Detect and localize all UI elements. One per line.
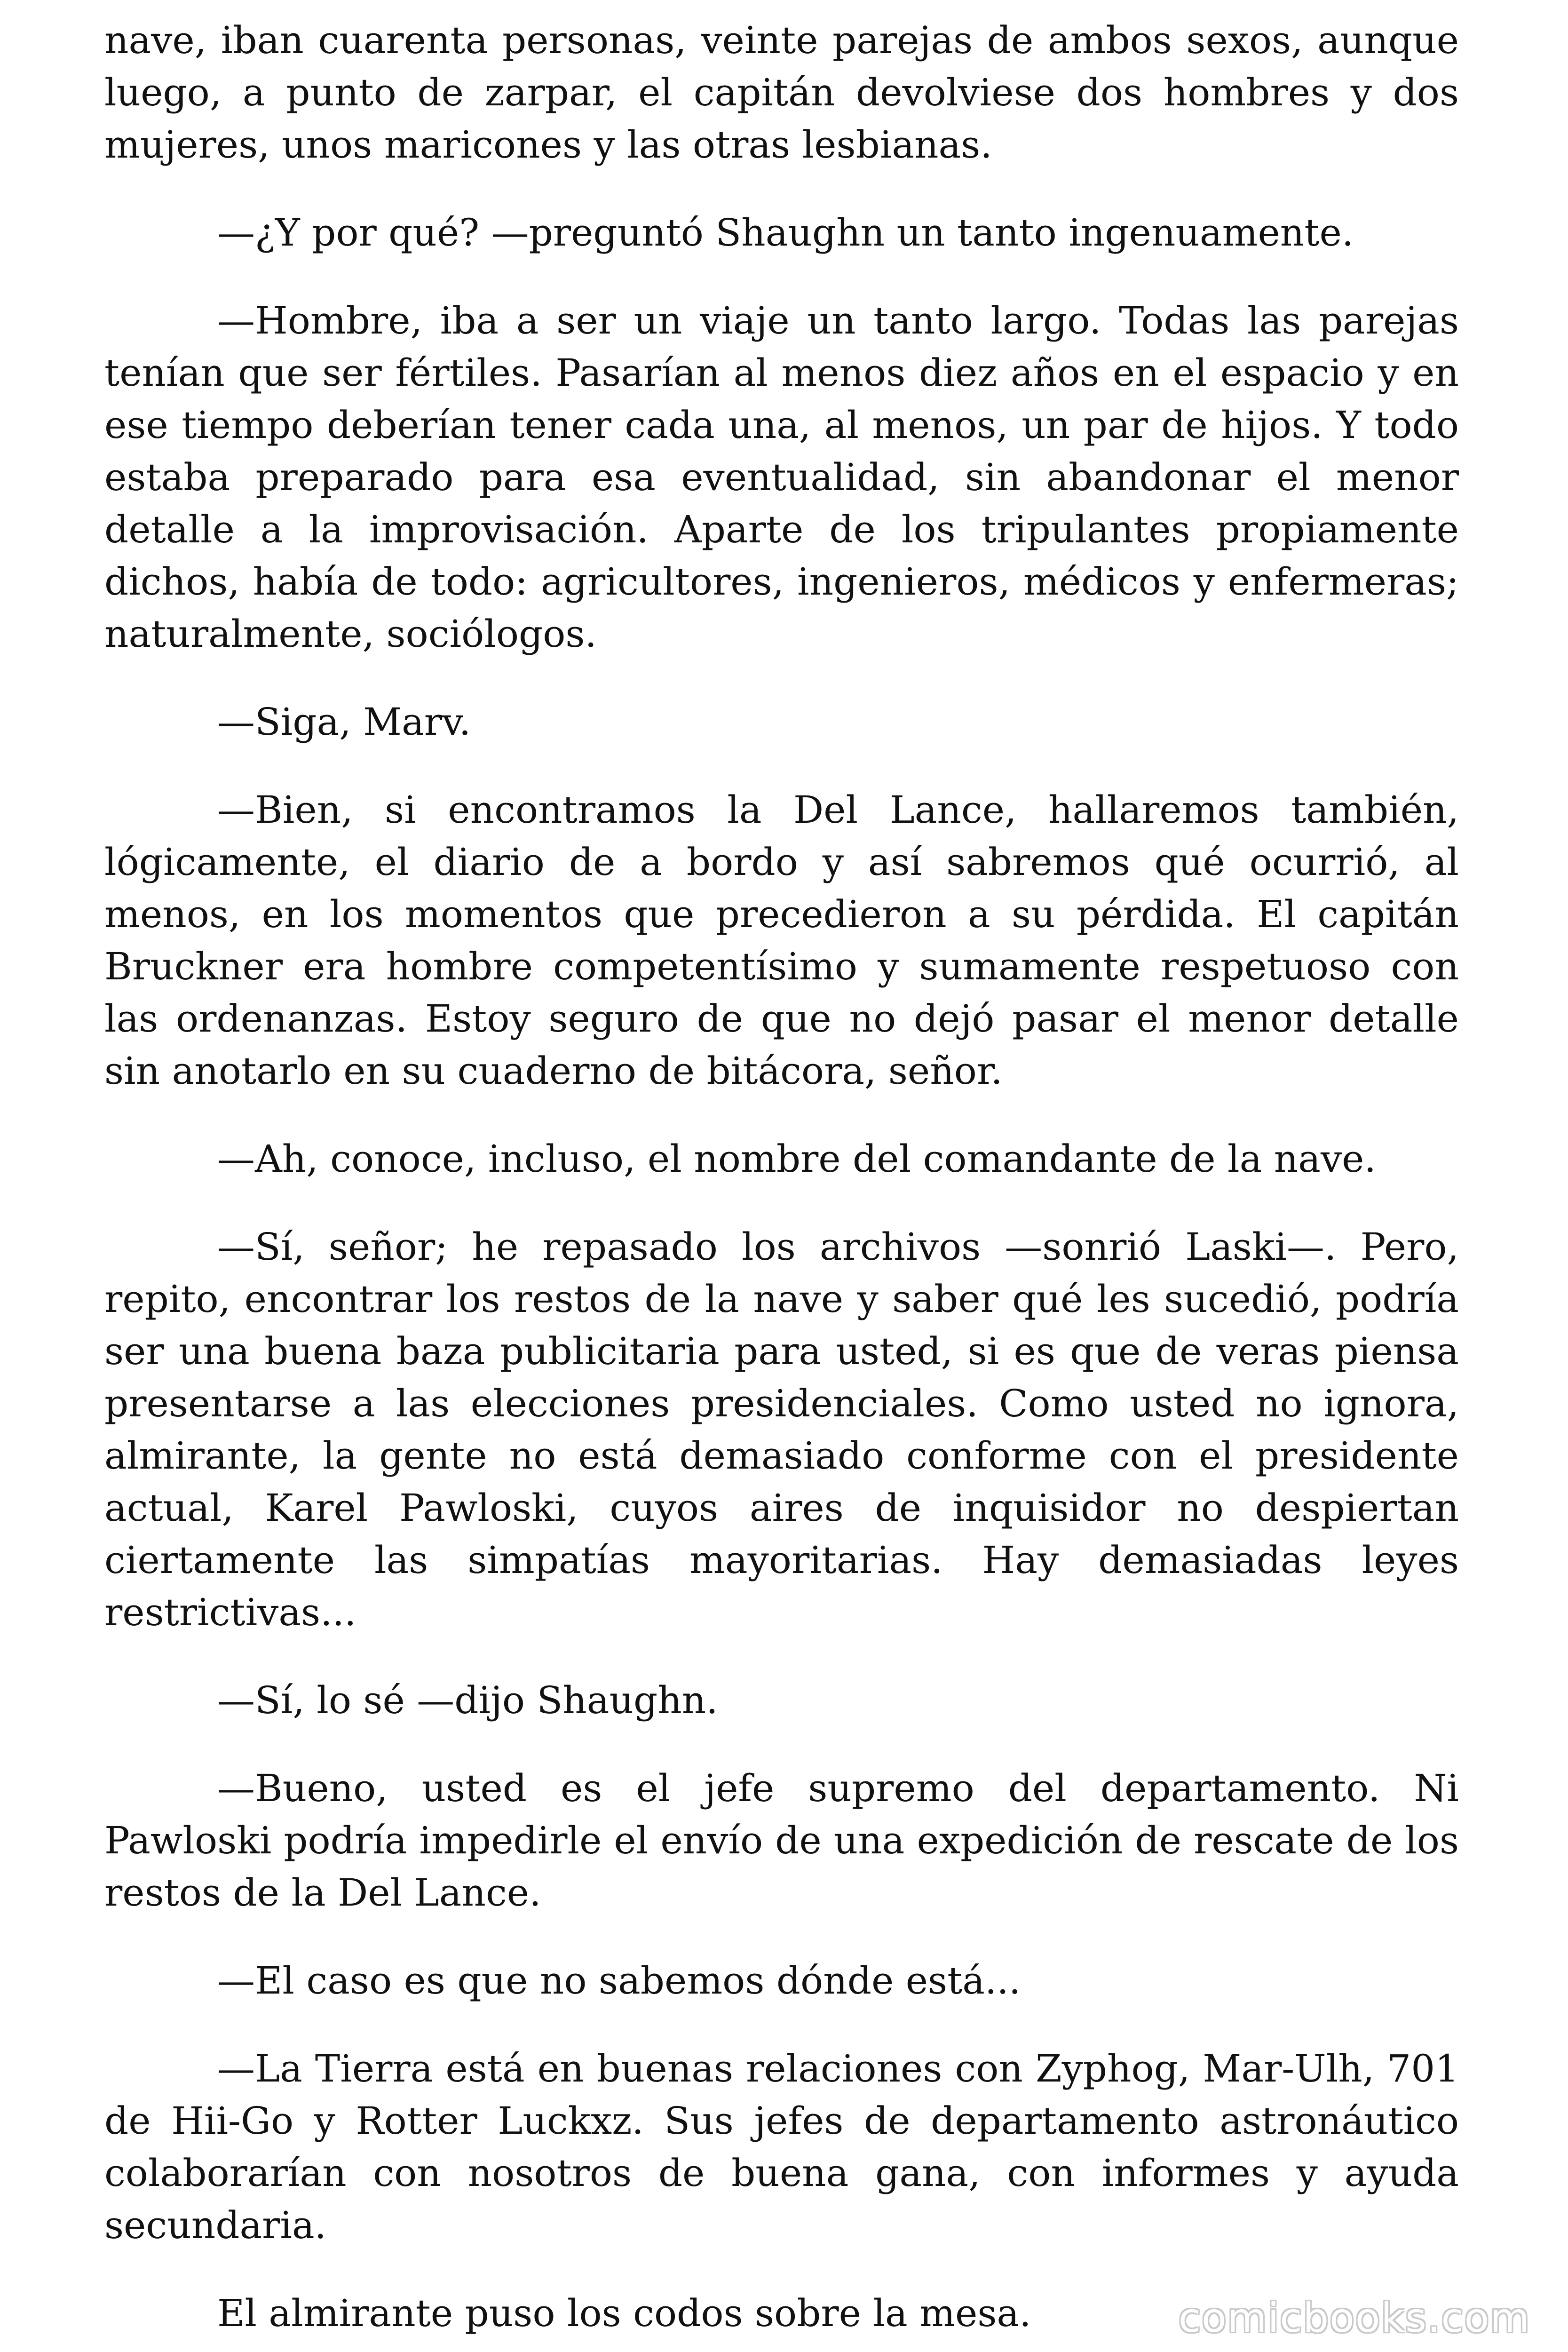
book-page: [104, 14, 1459, 2339]
paragraph: —Siga, Marv.: [217, 700, 471, 744]
paragraph: El almirante puso los codos sobre la mesa.: [217, 2291, 1031, 2335]
paragraph: —El caso es que no sabemos dónde está...: [217, 1959, 1021, 2002]
paragraph: —Bien, si encontramos la Del Lance, hallaremos también, lógicamente, el diario de a bordo y así sabremos qué ocurrió, al menos, en los momentos que precedieron a su pérdida. El capitán Bruckner era hombre competentísimo y sumamente respetuoso con las ordenanzas. Estoy seguro de que no dejó pasar el menor detalle sin anotarlo en su cuaderno de bitácora, señor.: [104, 788, 1459, 1093]
paragraph: —Bueno, usted es el jefe supremo del departamento. Ni Pawloski podría impedirle el envío de una expedición de rescate de los restos de la Del Lance.: [104, 1766, 1459, 1915]
paragraph: —Sí, lo sé —dijo Shaughn.: [217, 1678, 718, 1722]
paragraph: —Sí, señor; he repasado los archivos —sonrió Laski—. Pero, repito, encontrar los restos de la nave y saber qué les sucedió, podría ser una buena baza publicitaria para usted, si es que de veras piensa presentarse a las elecciones presidenciales. Como usted no ignora, almirante, la gente no está demasiado conforme con el presidente actual, Karel Pawloski, cuyos aires de inquisidor no despiertan ciertamente las simpatías mayoritarias. Hay demasiadas leyes restrictivas...: [104, 1225, 1459, 1634]
paragraph: —Hombre, iba a ser un viaje un tanto largo. Todas las parejas tenían que ser fértiles. Pasarían al menos diez años en el espacio y en ese tiempo deberían tener cada una, al menos, un par de hijos. Y todo estaba preparado para esa eventualidad, sin abandonar el menor detalle a la improvisación. Aparte de los tripulantes propiamente dichos, había de todo: agricultores, ingenieros, médicos y enfermeras; naturalmente, sociólogos.: [104, 299, 1459, 656]
paragraph: —La Tierra está en buenas relaciones con Zyphog, Mar-Ulh, 701 de Hii-Go y Rotter Luckxz. Sus jefes de departamento astronáutico colaborarían con nosotros de buena gana, con informes y ayuda secundaria.: [104, 2047, 1459, 2247]
paragraph: —¿Y por qué? —preguntó Shaughn un tanto ingenuamente.: [217, 211, 1354, 254]
watermark-logo: comicbooks.com: [1178, 2295, 1530, 2342]
paragraph: —Ah, conoce, incluso, el nombre del comandante de la nave.: [217, 1137, 1376, 1181]
paragraph: nave, iban cuarenta personas, veinte parejas de ambos sexos, aunque luego, a punto de zarpar, el capitán devolviese dos hombres y dos mujeres, unos maricones y las otras lesbianas.: [104, 18, 1459, 167]
